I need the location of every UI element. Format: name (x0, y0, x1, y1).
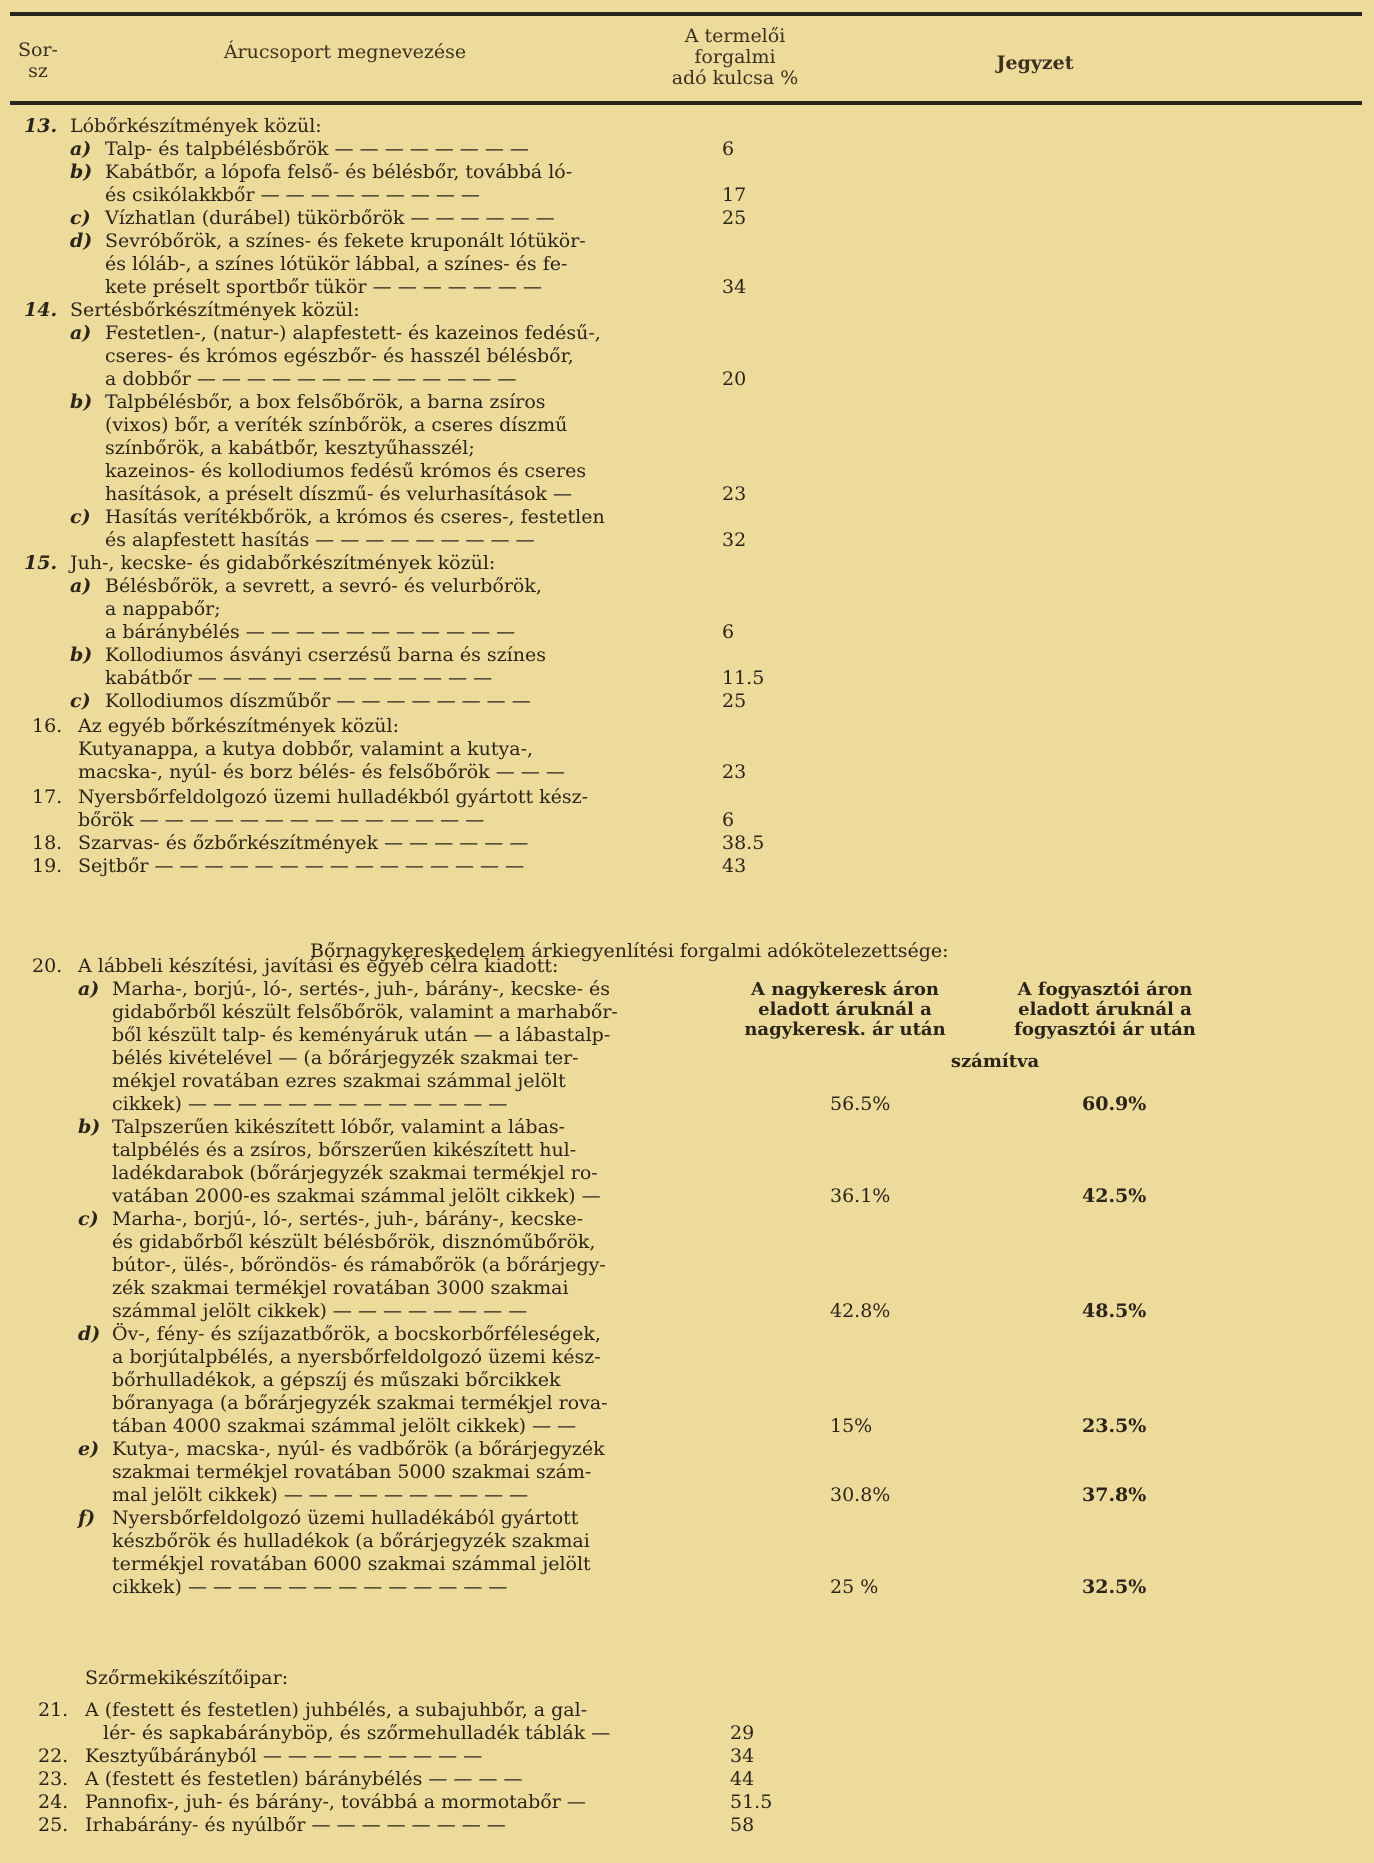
row-text: Juh-, kecske- és gidabőrkészítmények közül: (70, 552, 496, 574)
row-rate: 6 (722, 138, 735, 160)
col-consumer-head: A fogyasztói áron eladott áruknál a fogyasztói ár után (1014, 979, 1196, 1040)
row-subletter: c) (78, 1208, 99, 1230)
row-text: hasítások, a préselt díszmű- és velurhasítások — (105, 483, 572, 505)
row-text: Kabátbőr, a lópofa felső- és bélésbőr, továbbá ló- (105, 161, 573, 183)
wholesale-rate: 15% (830, 1415, 873, 1437)
row-number: 14. (24, 299, 58, 321)
row-text: kazeinos- és kollodiumos fedésű krómos és cseres (105, 460, 587, 482)
top-rule (10, 12, 1362, 16)
header-rate: A termelői forgalmi adó kulcsa % (671, 25, 799, 89)
row-rate: 25 (722, 207, 747, 229)
row-text: Az egyéb bőrkészítmények közül: (78, 715, 399, 737)
row-text: Kollodiumos díszműbőr — — — — — — — — (105, 690, 531, 712)
row-rate: 29 (730, 1722, 755, 1744)
row-text: cikkek) — — — — — — — — — — — — — (112, 1093, 508, 1115)
row-text: Kesztyűbárányból — — — — — — — — — (85, 1745, 483, 1767)
row-text: és alapfestett hasítás — — — — — — — — — (105, 529, 535, 551)
row-text: Sertésbőrkészítmények közül: (70, 299, 360, 321)
row-text: Kutya-, macska-, nyúl- és vadbőrök (a bőrárjegyzék (112, 1438, 605, 1460)
row-rate: 44 (730, 1768, 755, 1790)
row-text: Talpszerűen kikészített lóbőr, valamint a lábas- (112, 1116, 566, 1138)
row-subletter: c) (70, 207, 91, 229)
row-subletter: a) (78, 978, 100, 1000)
row-text: Marha-, borjú-, ló-, sertés-, juh-, bárány-, kecske- és (112, 978, 611, 1000)
wholesale-rate: 36.1% (830, 1185, 891, 1207)
row-text: ből készült talp- és keményáruk után — a lábastalp- (112, 1024, 611, 1046)
row-text: Szarvas- és őzbőrkészítmények — — — — — — (78, 832, 529, 854)
row-text: macska-, nyúl- és borz bélés- és felsőbőrök — — — (78, 761, 565, 783)
row-text: A (festett és festetlen) juhbélés, a subajuhbőr, a gal- (85, 1699, 588, 1721)
row-subletter: a) (70, 575, 92, 597)
row-text: bőrhulladékok, a gépszíj és műszaki bőrcikkek (112, 1369, 561, 1391)
row-text: Talp- és talpbélésbőrök — — — — — — — — (105, 138, 529, 160)
row-text: A (festett és festetlen) báránybélés — — — — (85, 1768, 523, 1790)
row-text: a nappabőr; (105, 598, 221, 620)
row-text: Kollodiumos ásványi cserzésű barna és színes (105, 644, 546, 666)
row-subletter: b) (70, 161, 93, 183)
row-text: bőrök — — — — — — — — — — — — — — (78, 809, 485, 831)
row-number: 13. (24, 115, 58, 137)
row-text: kete préselt sportbőr tükör — — — — — — — (105, 276, 542, 298)
row-number: 16. (32, 715, 63, 737)
row-rate: 6 (722, 621, 735, 643)
row-text: színbőrök, a kabátbőr, kesztyűhasszél; (105, 437, 475, 459)
col-calc-label: számítva (950, 1051, 1040, 1072)
row-subletter: a) (70, 138, 92, 160)
header-note: Jegyzet (996, 52, 1074, 74)
row-rate: 51.5 (730, 1791, 773, 1813)
header-sorsz: Sor- sz (18, 39, 58, 82)
row-text: Sejtbőr — — — — — — — — — — — — — — — (78, 855, 525, 877)
row-text: készbőrök és hulladékok (a bőrárjegyzék szakmai (112, 1530, 590, 1552)
row-number: 24. (38, 1791, 69, 1813)
row-text: Kutyanappa, a kutya dobbőr, valamint a kutya-, (78, 738, 534, 760)
row-number: 15. (24, 552, 58, 574)
row-number: 17. (32, 786, 63, 808)
row-text: lér- és sapkabárányböр, és szőrmehulladék táblák — (103, 1722, 611, 1744)
row-text: és lóláb-, a színes lótükör lábbal, a színes- és fe- (105, 253, 568, 275)
row-text: Talpbélésbőr, a box felsőbőrök, a barna zsíros (105, 391, 546, 413)
row-text: Hasítás verítékbőrök, a krómos és cseres-, festetlen (105, 506, 605, 528)
row-rate: 34 (722, 276, 747, 298)
row-text: mékjel rovatában ezres szakmai számmal jelölt (112, 1070, 566, 1092)
row-text: Festetlen-, (natur-) alapfestett- és kazeinos fedésű-, (105, 322, 601, 344)
row-rate: 25 (722, 690, 747, 712)
row-number: 23. (38, 1768, 69, 1790)
row-subletter: e) (78, 1438, 100, 1460)
row-text: Öv-, fény- és szíjazatbőrök, a bocskorbőrféleségek, (112, 1323, 601, 1345)
row-text: mal jelölt cikkek) — — — — — — — — — — (112, 1484, 529, 1506)
row-subletter: a) (70, 322, 92, 344)
consumer-rate: 48.5% (1082, 1300, 1147, 1322)
row-text: cseres- és krómos egészbőr- és hasszél bélésbőr, (105, 345, 574, 367)
row-text: talpbélés és a zsíros, bőrszerűen kikészített hul- (112, 1139, 577, 1161)
row-subletter: b) (78, 1116, 101, 1138)
row-text: tában 4000 szakmai számmal jelölt cikkek) — — (112, 1415, 577, 1437)
row-number: 19. (32, 855, 63, 877)
row-subletter: c) (70, 506, 91, 528)
row-text: és gidabőrből készült bélésbőrök, disznóműbőrök, (112, 1231, 596, 1253)
consumer-rate: 23.5% (1082, 1415, 1147, 1437)
row-rate: 34 (730, 1745, 755, 1767)
row-text: A lábbeli készítési, javítási és egyéb célra kiadott: (78, 955, 559, 977)
row-text: Marha-, borjú-, ló-, sertés-, juh-, bárány-, kecske- (112, 1208, 584, 1230)
row-number: 21. (38, 1699, 69, 1721)
row-text: Vízhatlan (durábel) tükörbőrök — — — — — — (105, 207, 555, 229)
row-subletter: b) (70, 391, 93, 413)
row-text: bélés kivételével — (a bőrárjegyzék szakmai ter- (112, 1047, 579, 1069)
row-rate: 32 (722, 529, 747, 551)
row-text: vatában 2000-es szakmai számmal jelölt cikkek) — (112, 1185, 601, 1207)
row-text: zék szakmai termékjel rovatában 3000 szakmai (112, 1277, 569, 1299)
row-text: Nyersbőrfeldolgozó üzemi hulladékból gyártott kész- (78, 786, 589, 808)
row-rate: 23 (722, 761, 747, 783)
row-text: szakmai termékjel rovatában 5000 szakmai szám- (112, 1461, 592, 1483)
row-rate: 58 (730, 1814, 755, 1836)
consumer-rate: 37.8% (1082, 1484, 1147, 1506)
row-rate: 20 (722, 368, 747, 390)
row-rate: 43 (722, 855, 747, 877)
consumer-rate: 42.5% (1082, 1185, 1147, 1207)
row-text: cikkek) — — — — — — — — — — — — — (112, 1576, 508, 1598)
row-text: (vixos) bőr, a veríték színbőrök, a cseres díszmű (105, 414, 568, 436)
row-text: számmal jelölt cikkek) — — — — — — — — (112, 1300, 528, 1322)
row-text: Irhabárány- és nyúlbőr — — — — — — — — (85, 1814, 506, 1836)
row-text: termékjel rovatában 6000 szakmai számmal jelölt (112, 1553, 591, 1575)
row-text: és csikólakkbőr — — — — — — — — — (105, 184, 480, 206)
row-subletter: b) (70, 644, 93, 666)
row-subletter: d) (70, 230, 93, 252)
row-text: Pannofix-, juh- és bárány-, továbbá a mormotabőr — (85, 1791, 586, 1813)
wholesale-rate: 30.8% (830, 1484, 891, 1506)
row-rate: 17 (722, 184, 747, 206)
row-text: Bélésbőrök, a sevrett, a sevró- és velurbőrök, (105, 575, 542, 597)
section-fur-title: Szőrmekikészítőipar: (85, 1667, 289, 1689)
header-group-name: Árucsoport megnevezése (223, 41, 467, 63)
row-rate: 38.5 (722, 832, 765, 854)
row-number: 20. (32, 955, 63, 977)
row-subletter: c) (70, 690, 91, 712)
wholesale-rate: 25 % (830, 1576, 879, 1598)
row-rate: 6 (722, 809, 735, 831)
row-rate: 11.5 (722, 667, 765, 689)
row-text: kabátbőr — — — — — — — — — — — — (105, 667, 493, 689)
header-rule (10, 101, 1362, 105)
row-number: 18. (32, 832, 63, 854)
consumer-rate: 60.9% (1082, 1093, 1147, 1115)
row-text: gidabőrből készült felsőbőrök, valamint a marhabőr- (112, 1001, 618, 1023)
consumer-rate: 32.5% (1082, 1576, 1147, 1598)
row-text: ladékdarabok (bőrárjegyzék szakmai termékjel ro- (112, 1162, 598, 1184)
row-text: Nyersbőrfeldolgozó üzemi hulladékából gyártott (112, 1507, 579, 1529)
row-subletter: d) (78, 1323, 101, 1345)
row-text: Sevróbőrök, a színes- és fekete kruponált lótükör- (105, 230, 586, 252)
section-wholesale-title: Bőrnagykereskedelem árkiegyenlítési forgalmi adókötelezettsége: (310, 940, 949, 962)
row-subletter: f) (78, 1507, 96, 1529)
col-wholesale-head: A nagykeresk áron eladott áruknál a nagykeresk. ár után (744, 979, 946, 1040)
row-text: bőranyaga (a bőrárjegyzék szakmai termékjel rova- (112, 1392, 608, 1414)
wholesale-rate: 42.8% (830, 1300, 891, 1322)
row-rate: 23 (722, 483, 747, 505)
row-text: bútor-, ülés-, bőröndös- és rámabőrök (a bőrárjegy- (112, 1254, 606, 1276)
wholesale-rate: 56.5% (830, 1093, 891, 1115)
row-number: 22. (38, 1745, 69, 1767)
row-text: Lóbőrkészítmények közül: (70, 115, 322, 137)
row-text: a báránybélés — — — — — — — — — — — (105, 621, 516, 643)
row-text: a dobbőr — — — — — — — — — — — — — (105, 368, 517, 390)
row-text: a borjútalpbélés, a nyersbőrfeldolgozó üzemi kész- (112, 1346, 601, 1368)
row-number: 25. (38, 1814, 69, 1836)
